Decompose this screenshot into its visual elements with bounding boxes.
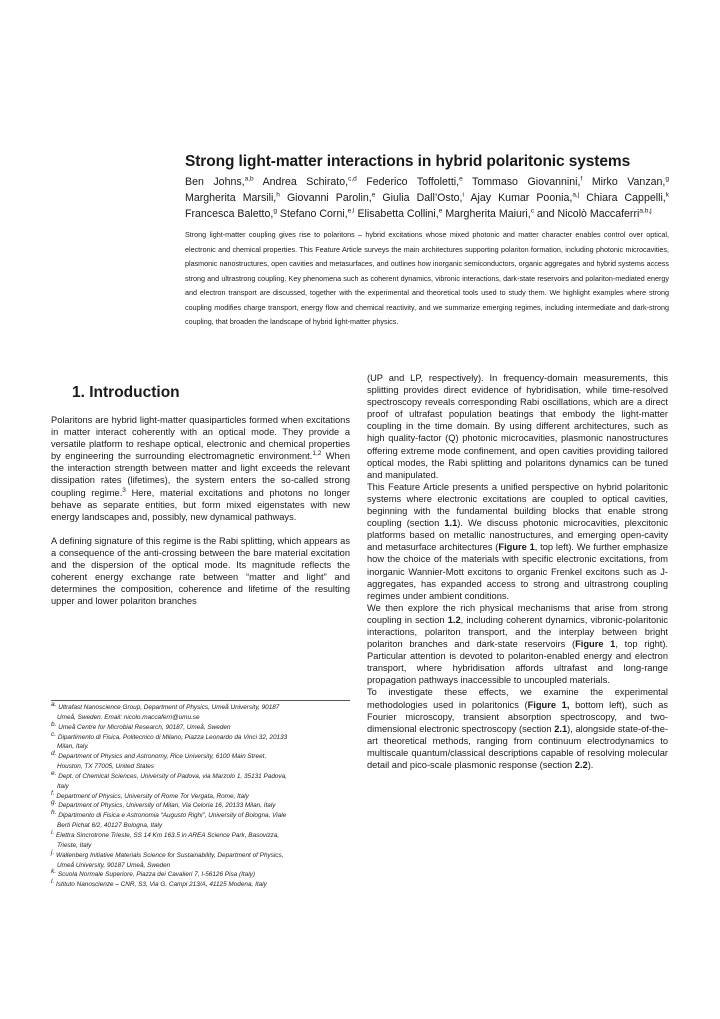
section-heading-introduction: 1. Introduction <box>72 384 180 401</box>
author-affiliation-marker: a,j <box>572 191 580 199</box>
author-affiliation-marker: a,b,j <box>639 207 652 215</box>
author-name: Margherita Marsili, <box>185 192 277 204</box>
affiliation-text: Istituto Nanoscienze – CNR, S3, Via G. Campi 213/A, 41125 Modena, Italy <box>56 881 267 889</box>
paper-title: Strong light-matter interactions in hybrid polaritonic systems <box>185 153 631 171</box>
author-name: Margherita Maiuri, <box>445 208 531 220</box>
author-name: Stefano Corni, <box>279 208 348 220</box>
affiliation-line <box>51 828 350 841</box>
affiliation-text: Dipartimento di Fisica e Astronomia “Augusto Righi”, University of Bologna, Viale <box>58 812 287 820</box>
author-affiliation-marker: e <box>459 175 463 183</box>
affiliation-text: Umeå University, 90187 Umeå, Sweden <box>57 861 171 869</box>
affiliation-line <box>51 821 350 831</box>
author-name: Andrea Schirato, <box>262 176 349 188</box>
left-column <box>51 414 350 607</box>
intro-paragraph-2: A defining signature of this regime is the Rabi splitting, which appears as a consequence of the anti-crossing between the bare material excitation and the dispersion of the optical mode. Its magnitude reflects the coherent energy exchange rate between “matter and light” and determines the composition, coherence and lifetime of the resulting upper and lower polariton branches <box>51 535 350 607</box>
affiliation-line <box>51 789 350 802</box>
author-name: Ajay Kumar Poonia, <box>470 192 573 204</box>
author-affiliation-marker: i <box>462 191 464 199</box>
citation-ref: 1,2 <box>312 450 322 458</box>
footnote-divider <box>51 700 350 701</box>
abstract: Strong light-matter coupling gives rise to polaritons – hybrid excitations whose mixed photonic and matter character enables control over optical, electronic and chemical properties. This Feature Article surveys the main architectures supporting polariton formation, including photonic microcavities, plasmonic nanostructures, open cavities and metasurfaces, and outlines how inorganic semiconductors, organic aggregates and hybrid systems access strong and ultrastrong coupling. Key phenomena such as coherent dynamics, vibronic interactions, dark-state reservoirs and polariton-mediated energy and electron transport are discussed, together with the experimental and theoretical tools used to study them. We highlight examples where strong coupling modifies charge transport, energy flow and chemical reactivity, and we summarize emerging regimes, including intermediate and dark-strong coupling, that broaden the landscape of hybrid light-matter physics. <box>185 230 669 326</box>
affiliation-text: Scuola Normale Superiore, Piazza dei Cavalieri 7, I-56126 Pisa (Italy) <box>57 871 255 879</box>
affiliation-line <box>51 713 350 723</box>
intro-paragraph-6: To investigate these effects, we examine the experimental methodologies used in polaritonics (Figure 1, bottom left), such as Fourier microscopy, transient absorption spectroscopy, and two-dimensional electronic spectroscopy (section 2.1), alongside state-of-the-art theoretical methods, ranging from continuum electrodynamics to multiscale quantum/classical descriptions capable of resolving molecular detail and pico-scale plasmonic response (section 2.2). <box>367 687 669 770</box>
affiliation-marker: f. <box>51 789 55 797</box>
affiliation-text: Wallenberg Initiative Materials Science for Sustainability, Department of Physics, <box>56 851 284 859</box>
author-name: Elisabetta Collini, <box>357 208 439 220</box>
affiliation-text: Dipartimento di Fisica, Politecnico di Milano, Piazza Leonardo da Vinci 32, 20133 <box>57 733 288 741</box>
affiliation-line <box>51 752 350 762</box>
affiliation-text: Italy <box>57 782 69 790</box>
affiliation-line <box>51 742 350 752</box>
author-name: Giulia Dall’Osto, <box>382 192 463 204</box>
affiliation-line <box>51 861 350 871</box>
author-name: Giovanni Parolin, <box>286 192 372 204</box>
affiliation-marker: g. <box>51 799 57 807</box>
intro-paragraph-4: This Feature Article presents a unified perspective on hybrid polaritonic systems where electronic excitations are coupled to optical cavities, beginning with the fundamental building blocks that enable strong coupling (section 1.1). We discuss photonic microcavities, plexcitonic platforms based on metallic nanostructures, and emerging open-cavity and metasurface architectures (Figure 1, top left). We further emphasize how the choice of the materials with specific electronic excitations, from inorganic Wannier-Mott excitons to organic Frenkel excitons such as J-aggregates, has expanded access to strong and ultrastrong coupling regimes under ambient conditions. <box>367 481 669 601</box>
affiliation-line <box>51 762 350 772</box>
author-affiliation-marker: c,d <box>348 175 357 183</box>
affiliation-text: Department of Physics, University of Milan, Via Celoria 16, 20133 Milan, Italy <box>58 802 276 810</box>
author-affiliation-marker: c <box>530 207 534 215</box>
affiliation-text: Ultrafast Nanoscience Group, Department of Physics, Umeå University, 90187 <box>58 704 280 711</box>
affiliation-line <box>51 782 350 792</box>
affiliation-marker: l. <box>51 878 55 886</box>
affiliation-line <box>51 870 350 880</box>
affiliation-marker: d. <box>51 750 57 758</box>
affiliation-line <box>51 841 350 851</box>
affiliation-marker: c. <box>51 730 57 738</box>
affiliation-text: Elettra Sincrotrone Trieste, SS 14 Km 163.5 in AREA Science Park, Basovizza, <box>56 831 280 839</box>
author-list <box>185 174 669 222</box>
affiliation-text: Milan, Italy. <box>57 743 89 751</box>
author-name: Francesca Baletto, <box>185 208 274 220</box>
affiliation-text: Department of Physics and Astronomy, Rice University, 6100 Main Street, <box>58 753 267 761</box>
author-affiliation-marker: e,l <box>347 207 355 215</box>
author-name: Ben Johns, <box>185 176 245 188</box>
affiliation-marker: i. <box>51 828 55 836</box>
affiliation-marker: k. <box>51 868 57 876</box>
affiliation-line <box>51 848 350 861</box>
intro-paragraph-1: Polaritons are hybrid light-matter quasiparticles formed when excitations in matter interact coherently with an optical mode. They provide a versatile platform to reshape optical, electronic and chemical properties by engineering the surrounding electromagnetic environment.$^{1,2}$ When the interaction strength between matter and light exceeds the relevant dissipation rates (lifetimes), the system enters the so-called strong coupling regime.$^3$ Here, material excitations and photons no longer behave as separate entities, but form mixed eigenstates with new energy landscapes and, possibly, new dynamical pathways. <box>51 415 351 522</box>
author-name: Chiara Cappelli, <box>586 192 666 204</box>
author-affiliation-marker: f <box>580 175 583 183</box>
intro-paragraph-3: (UP and LP, respectively). In frequency-domain measurements, this splitting provides direct evidence of hybridisation, while time-resolved spectroscopy reveals corresponding Rabi oscillations, which are a direct proof of ultrafast population beatings that embody the light-matter coupling in the time domain. By using different architectures, such as high quality-factor (Q) photonic microcavities, plasmonic nanostructures offering extreme mode confinement, and open cavities providing tailored optical modes, the Rabi splitting and polaritons dynamics can be tuned and manipulated. <box>367 373 668 480</box>
citation-ref: 3 <box>122 486 126 494</box>
affiliation-text: Berti Pichat 6/2, 40127 Bologna, Italy <box>57 822 163 830</box>
author-name: Federico Toffoletti, <box>366 176 460 188</box>
affiliation-marker: j. <box>51 848 55 856</box>
affiliation-text: Umeå, Sweden. Email: nicolo.maccaferri@umu.se <box>57 713 200 721</box>
author-name: and Nicolò Maccaferri <box>536 208 640 220</box>
affiliation-line <box>51 700 350 713</box>
affiliation-line <box>51 811 350 821</box>
affiliations-list <box>51 700 350 890</box>
author-affiliation-marker: k <box>665 191 669 199</box>
affiliation-text: Dept. of Chemical Sciences, University of Padova, via Marzolo 1, 35131 Padova, <box>58 772 287 780</box>
right-column <box>367 372 668 771</box>
author-affiliation-marker: h <box>276 191 280 199</box>
affiliation-marker: h. <box>51 809 57 817</box>
author-affiliation-marker: e <box>371 191 376 199</box>
affiliation-marker: b. <box>51 720 57 728</box>
affiliation-marker: a. <box>51 700 57 708</box>
author-name: Mirko Vanzan, <box>591 176 666 188</box>
intro-paragraph-5: We then explore the rich physical mechanisms that arise from strong coupling in section 1.2, including coherent dynamics, vibronic-polaritonic interactions, polariton transport, and the interplay between bright polariton branches and dark-state reservoirs (Figure 1, top right). Particular attention is devoted to polariton-enabled energy and electron transport, where hybridisation affords ultrafast and long-range propagation pathways inaccessible to uncoupled materials. <box>367 602 668 686</box>
author-name: Tommaso Giovannini, <box>472 176 581 188</box>
affiliation-text: Department of Physics, University of Rome Tor Vergata, Rome, Italy <box>56 792 249 800</box>
affiliation-line <box>51 769 350 782</box>
author-affiliation-marker: e <box>438 207 443 215</box>
author-affiliation-marker: a,b <box>244 175 254 183</box>
affiliation-line <box>51 801 350 811</box>
author-affiliation-marker: g <box>665 175 669 183</box>
affiliation-line <box>51 730 350 743</box>
affiliation-text: Trieste, Italy <box>57 841 92 849</box>
affiliation-line <box>51 720 350 733</box>
affiliation-line <box>51 880 350 890</box>
affiliation-text: Umeå Centre for Microbial Research, 90187, Umeå, Sweden <box>58 723 231 731</box>
author-affiliation-marker: g <box>273 207 277 215</box>
affiliation-text: Houston, TX 77005, United States <box>57 763 154 771</box>
affiliation-marker: e. <box>51 769 57 777</box>
